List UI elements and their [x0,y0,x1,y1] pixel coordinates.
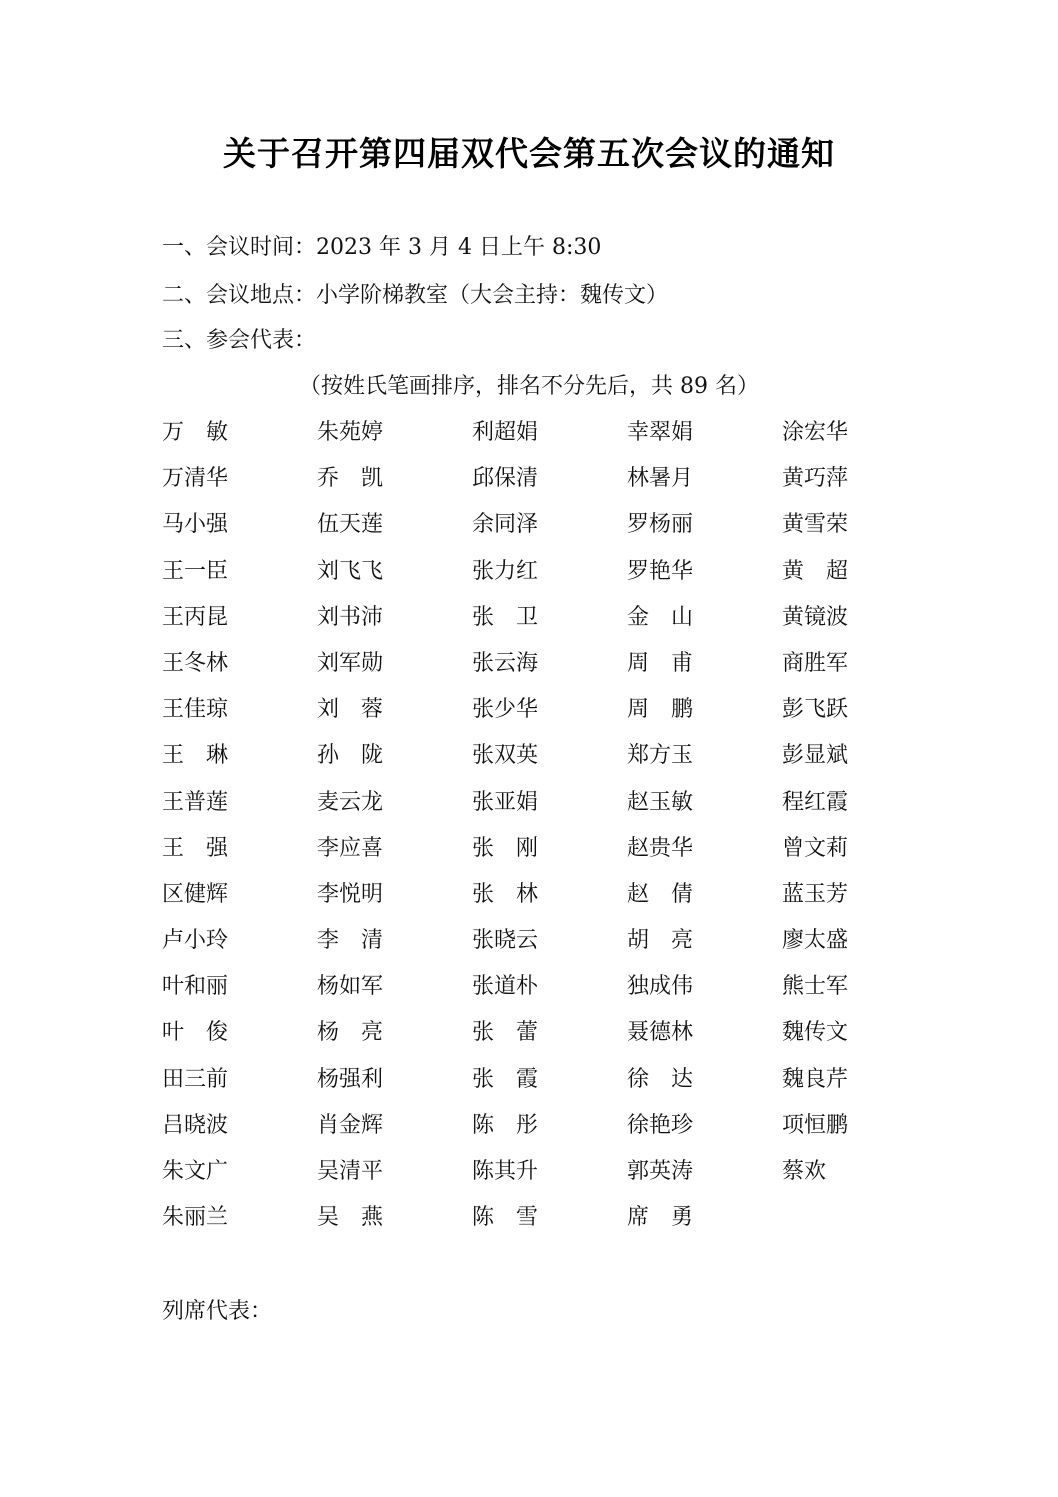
delegate-name: 王冬林 [162,650,229,676]
delegate-name: 彭显斌 [782,743,849,769]
delegate-name: 吴 燕 [317,1205,384,1231]
delegate-name: 万清华 [162,466,229,492]
delegate-name: 熊士军 [782,974,849,1000]
delegate-row [162,1018,922,1064]
observers-heading: 列席代表： [162,1299,273,1324]
meeting-place: 二、会议地点：小学阶梯教室（大会主持：魏传文） [162,283,669,308]
delegate-name: 林暑月 [627,466,694,492]
delegate-name: 赵 倩 [627,881,694,907]
delegate-name: 余同泽 [472,512,539,538]
delegate-name: 郭英涛 [627,1159,694,1184]
delegate-name: 张少华 [472,697,539,723]
delegate-name: 利超娟 [472,420,539,445]
delegate-name: 杨 亮 [317,1020,384,1046]
delegate-name: 刘飞飞 [317,558,384,584]
document-title: 关于召开第四届双代会第五次会议的通知 [223,134,835,173]
delegate-name: 魏传文 [782,1020,849,1046]
delegate-name: 万 敏 [162,420,229,445]
delegate-name: 马小强 [162,512,229,538]
delegate-row [162,834,922,880]
delegate-name: 蔡欢 [782,1159,827,1184]
delegate-name: 郑方玉 [627,743,694,769]
delegate-name: 赵贵华 [627,835,694,861]
delegate-name: 王佳琼 [162,697,229,723]
delegate-name: 罗艳华 [627,558,694,584]
delegate-name: 张道朴 [472,974,539,1000]
delegate-name: 陈 彤 [472,1112,539,1138]
delegate-row [162,880,922,926]
delegate-name: 王一臣 [162,558,229,584]
delegate-name: 张双英 [472,743,539,769]
delegate-name: 田三前 [162,1066,229,1092]
delegate-name: 杨如军 [317,974,384,1000]
meeting-time: 一、会议时间：2023 年 3 月 4 日上午 8:30 [162,235,602,260]
delegate-name: 聂德林 [627,1020,694,1046]
delegate-row [162,603,922,649]
delegate-name: 幸翠娟 [627,420,694,445]
delegate-name: 金 山 [627,604,694,630]
delegate-name: 吴清平 [317,1159,384,1184]
delegate-row [162,1111,922,1157]
delegate-name: 魏良芹 [782,1066,849,1092]
delegate-name: 黄雪荣 [782,512,849,538]
delegate-row [162,510,922,556]
delegate-name: 邱保清 [472,466,539,492]
delegate-row [162,972,922,1018]
delegate-list [162,418,922,1249]
delegate-name: 程红霞 [782,789,849,815]
delegate-name: 孙 陇 [317,743,384,769]
delegate-row [162,649,922,695]
delegate-name: 刘 蓉 [317,697,384,723]
delegate-row [162,1157,922,1203]
delegate-name: 杨强利 [317,1066,384,1092]
delegate-name: 王 强 [162,835,229,861]
delegate-name: 王 琳 [162,743,229,769]
delegate-name: 张 蕾 [472,1020,539,1046]
delegate-name: 王普莲 [162,789,229,815]
delegate-name: 朱文广 [162,1159,229,1184]
delegate-row [162,788,922,834]
delegate-name: 张 林 [472,881,539,907]
delegate-name: 陈其升 [472,1159,539,1184]
delegate-row [162,464,922,510]
delegate-name: 刘书沛 [317,604,384,630]
delegate-name: 李应喜 [317,835,384,861]
delegate-name: 商胜军 [782,650,849,676]
delegate-name: 伍天莲 [317,512,384,538]
delegate-name: 朱丽兰 [162,1205,229,1231]
delegate-name: 黄镜波 [782,604,849,630]
delegate-name: 廖太盛 [782,928,849,954]
delegate-name: 朱苑婷 [317,420,384,445]
delegate-row [162,557,922,603]
delegate-name: 区健辉 [162,881,229,907]
delegate-row [162,741,922,787]
delegate-row [162,695,922,741]
delegate-name: 徐 达 [627,1066,694,1092]
delegate-name: 张力红 [472,558,539,584]
delegate-name: 胡 亮 [627,928,694,954]
delegate-name: 卢小玲 [162,928,229,954]
delegate-name: 张 刚 [472,835,539,861]
delegate-name: 张晓云 [472,928,539,954]
delegate-row [162,926,922,972]
delegate-name: 陈 雪 [472,1205,539,1231]
delegate-name: 赵玉敏 [627,789,694,815]
delegate-row [162,418,922,464]
delegate-name: 肖金辉 [317,1112,384,1138]
delegate-name: 叶和丽 [162,974,229,1000]
delegate-name: 李悦明 [317,881,384,907]
delegate-name: 周 鹏 [627,697,694,723]
delegate-name: 席 勇 [627,1205,694,1231]
delegate-name: 乔 凯 [317,466,384,492]
delegate-name: 周 甫 [627,650,694,676]
delegate-name: 蓝玉芳 [782,881,849,907]
delegate-name: 张 卫 [472,604,539,630]
delegate-name: 刘军勋 [317,650,384,676]
delegate-name: 张云海 [472,650,539,676]
delegate-name: 涂宏华 [782,420,849,445]
delegate-name: 李 清 [317,928,384,954]
delegate-name: 罗杨丽 [627,512,694,538]
delegate-name: 叶 俊 [162,1020,229,1046]
delegate-name: 王丙昆 [162,604,229,630]
delegate-name: 张亚娟 [472,789,539,815]
delegate-name: 麦云龙 [317,789,384,815]
ordering-note: （按姓氏笔画排序，排名不分先后，共 89 名） [299,374,759,399]
delegate-name: 彭飞跃 [782,697,849,723]
delegate-row [162,1065,922,1111]
delegate-name: 张 霞 [472,1066,539,1092]
delegate-name: 独成伟 [627,974,694,1000]
delegate-name: 曾文莉 [782,835,849,861]
delegate-name: 项恒鹏 [782,1112,849,1138]
delegate-name: 黄 超 [782,558,849,584]
attendees-heading: 三、参会代表： [162,328,317,353]
delegate-name: 黄巧萍 [782,466,849,492]
delegate-row [162,1203,922,1249]
delegate-name: 徐艳珍 [627,1112,694,1138]
delegate-name: 吕晓波 [162,1112,229,1138]
